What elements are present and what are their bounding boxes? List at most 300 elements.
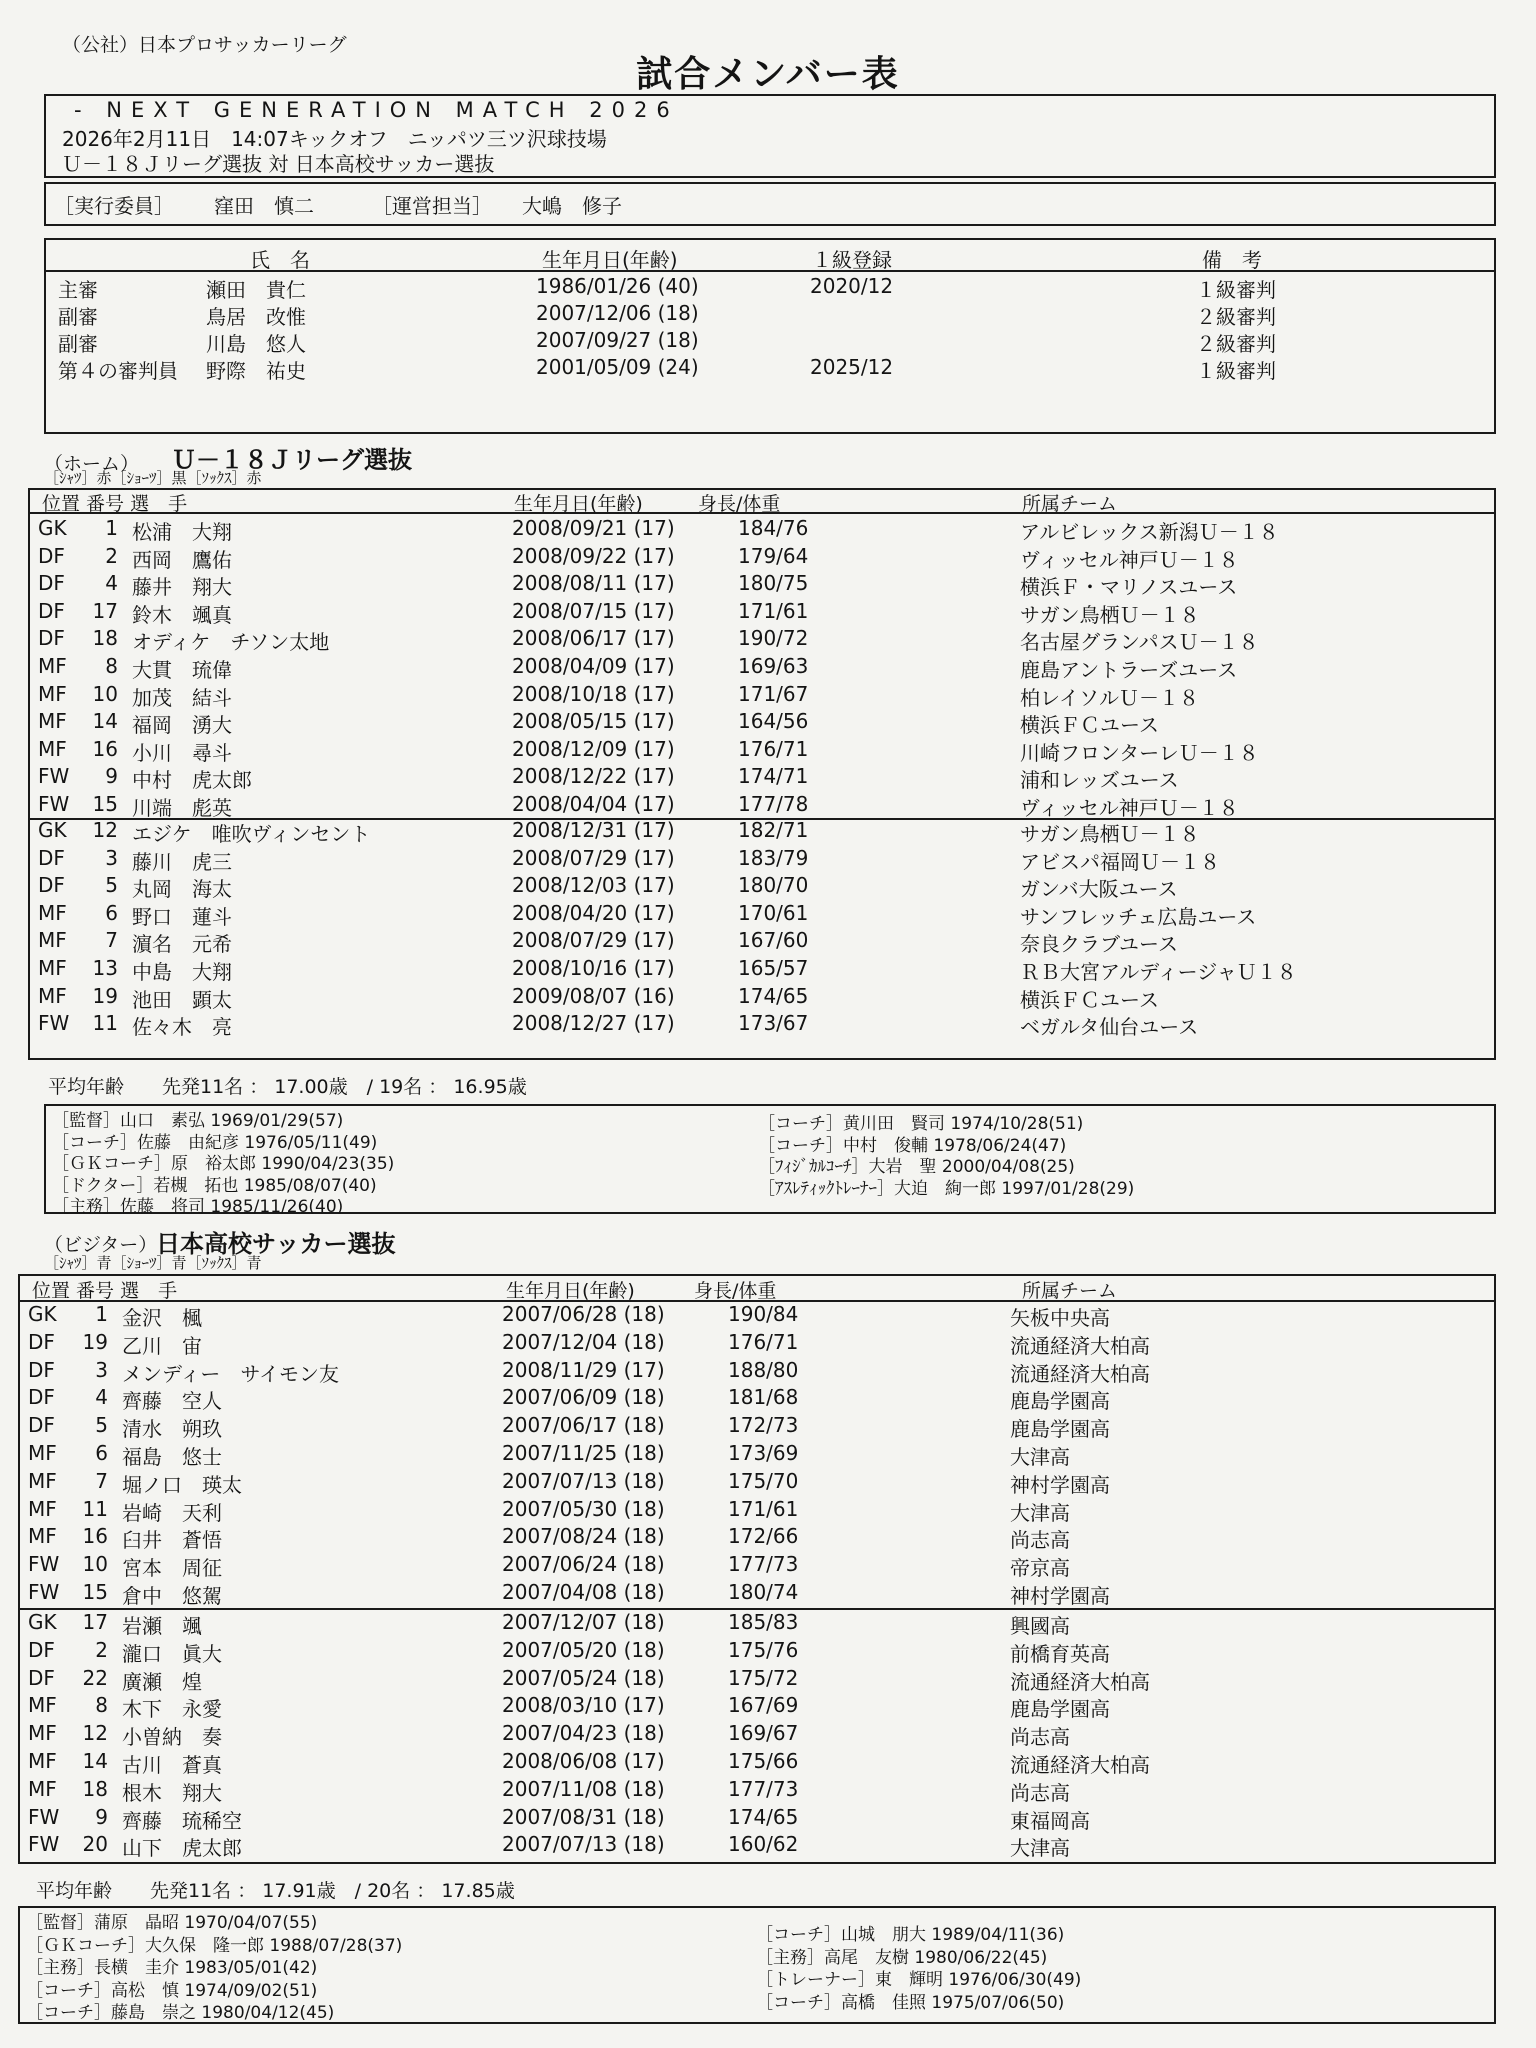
player-number: 18 [92, 626, 118, 651]
visitor-label: （ビジター） [44, 1234, 158, 1256]
player-dob: 2008/12/27 (17) [512, 1011, 675, 1036]
player-row [18, 1524, 1496, 1551]
referee-row [58, 274, 1498, 301]
referee-dob: 2007/12/06 (18) [536, 301, 699, 325]
player-club: 大津高 [1010, 1836, 1070, 1861]
player-position: FW [38, 764, 70, 789]
player-height-weight: 175/76 [728, 1637, 799, 1662]
player-row [18, 1497, 1496, 1524]
player-number: 10 [82, 1552, 108, 1577]
referee-role: 副審 [58, 305, 98, 329]
player-name: 乙川 宙 [122, 1333, 202, 1358]
player-position: FW [28, 1580, 60, 1604]
match-name: - NEXT GENERATION MATCH 2026 [74, 98, 679, 122]
player-row [18, 1413, 1496, 1440]
player-name: 濵名 元希 [132, 932, 232, 957]
player-club: 東福岡高 [1010, 1808, 1090, 1833]
player-row [28, 792, 1496, 819]
visitor-team-name: 日本高校サッカー選抜 [156, 1230, 396, 1258]
player-dob: 2008/05/15 (17) [512, 709, 675, 734]
player-height-weight: 180/70 [738, 873, 809, 898]
player-height-weight: 175/72 [728, 1665, 799, 1690]
player-number: 12 [92, 818, 118, 842]
staff-entry: ［コーチ］黄川田 賢司 1974/10/28(51) [758, 1114, 1084, 1134]
player-number: 12 [82, 1721, 108, 1746]
referee-dob: 1986/01/26 (40) [536, 274, 699, 298]
player-row [28, 626, 1496, 653]
player-dob: 2008/04/09 (17) [512, 654, 675, 678]
player-number: 7 [95, 1468, 108, 1493]
player-name: 大貫 琉偉 [132, 658, 232, 682]
player-dob: 2007/08/31 (18) [502, 1804, 665, 1829]
player-position: MF [28, 1721, 57, 1746]
player-club: 矢板中央高 [1010, 1306, 1110, 1330]
referee-row [58, 355, 1498, 382]
staff-entry: ［コーチ］中村 俊輔 1978/06/24(47) [758, 1135, 1067, 1156]
player-position: MF [38, 900, 67, 925]
player-name: 西岡 鷹佑 [132, 547, 232, 572]
player-position: MF [38, 956, 67, 980]
player-position: DF [38, 845, 65, 870]
player-number: 4 [105, 571, 118, 596]
home-header-posnum: 位置 番号 選 手 [42, 493, 188, 515]
player-position: MF [28, 1693, 57, 1718]
home-team-name: Ｕ－１８Ｊリーグ選抜 [172, 446, 412, 474]
player-club: サンフレッチェ広島ユース [1020, 904, 1257, 929]
player-club: 大津高 [1010, 1500, 1070, 1525]
player-height-weight: 176/71 [728, 1329, 799, 1354]
player-name: 瀧口 眞大 [122, 1641, 222, 1666]
player-club: 浦和レッズユース [1020, 768, 1179, 793]
player-club: 流通経済大柏高 [1010, 1753, 1150, 1777]
player-row [18, 1385, 1496, 1412]
player-dob: 2007/06/17 (18) [502, 1413, 665, 1438]
player-height-weight: 190/72 [738, 626, 809, 651]
referee-dob: 2001/05/09 (24) [536, 355, 699, 379]
player-dob: 2007/06/24 (18) [502, 1552, 665, 1577]
player-position: GK [28, 1302, 57, 1326]
player-club: 鹿島学園高 [1010, 1697, 1110, 1722]
player-number: 15 [82, 1580, 108, 1604]
player-position: MF [38, 983, 67, 1008]
player-height-weight: 177/73 [728, 1776, 799, 1801]
referee-level1: 2025/12 [810, 355, 894, 379]
player-dob: 2007/12/04 (18) [502, 1329, 665, 1354]
player-number: 3 [105, 845, 118, 870]
player-club: 鹿島学園高 [1010, 1389, 1110, 1414]
player-row [18, 1638, 1496, 1665]
ref-header-name: 氏 名 [250, 248, 310, 272]
ops-label: ［運営担当］ [372, 194, 492, 218]
player-name: 加茂 結斗 [132, 685, 232, 710]
player-dob: 2007/06/09 (18) [502, 1385, 665, 1410]
player-position: MF [28, 1776, 57, 1801]
staff-entry: ［コーチ］山城 朋大 1989/04/11(36) [756, 1925, 1065, 1945]
player-row [18, 1749, 1496, 1776]
visitor-kit: ［ｼｬﾂ］青［ｼｮｰﾂ］青［ｿｯｸｽ］青 [44, 1254, 262, 1272]
player-height-weight: 173/67 [738, 1011, 809, 1036]
player-position: GK [28, 1610, 57, 1634]
player-row [18, 1552, 1496, 1579]
referee-row [58, 301, 1498, 328]
player-row [18, 1469, 1496, 1496]
player-dob: 2008/04/04 (17) [512, 792, 675, 816]
player-club: 名古屋グランパスＵ－１８ [1020, 630, 1259, 655]
page-title: 試合メンバー表 [636, 54, 900, 95]
player-dob: 2007/07/13 (18) [502, 1832, 665, 1857]
player-position: FW [28, 1804, 60, 1829]
player-name: 福岡 湧大 [132, 713, 232, 738]
player-height-weight: 160/62 [728, 1832, 799, 1857]
player-name: メンディー サイモン友 [122, 1361, 339, 1386]
player-number: 5 [105, 873, 118, 898]
referee-notes: １級審判 [1196, 359, 1276, 383]
player-row [18, 1441, 1496, 1468]
referee-notes: ２級審判 [1196, 332, 1276, 356]
referee-notes: ２級審判 [1196, 305, 1276, 329]
player-height-weight: 188/80 [728, 1357, 799, 1382]
player-row [28, 764, 1496, 791]
player-name: 根木 翔大 [122, 1780, 222, 1805]
player-name: エジケ 唯吹ヴィンセント [132, 822, 371, 846]
player-number: 1 [95, 1302, 108, 1326]
player-club: サガン鳥栖Ｕ－１８ [1020, 602, 1200, 627]
player-number: 17 [82, 1610, 108, 1634]
player-club: サガン鳥栖Ｕ－１８ [1020, 822, 1200, 846]
player-dob: 2008/10/16 (17) [512, 956, 675, 980]
player-name: 川端 彪英 [132, 796, 232, 820]
player-name: 齊藤 琉稀空 [122, 1808, 242, 1833]
player-dob: 2007/12/07 (18) [502, 1610, 665, 1634]
player-name: 藤井 翔大 [132, 575, 232, 600]
staff-entry: ［主務］長横 圭介 1983/05/01(42) [26, 1958, 318, 1978]
player-height-weight: 164/56 [738, 709, 809, 734]
player-club: 尚志高 [1010, 1725, 1070, 1750]
referee-row [58, 328, 1498, 355]
referee-notes: １級審判 [1196, 278, 1276, 302]
player-club: 奈良クラブユース [1020, 932, 1178, 957]
player-number: 15 [92, 792, 118, 816]
player-club: 川崎フロンターレＵ－１８ [1020, 740, 1259, 765]
player-dob: 2007/11/25 (18) [502, 1441, 665, 1465]
player-number: 13 [92, 956, 118, 980]
staff-entry: ［監督］蒲原 晶昭 1970/04/07(55) [26, 1913, 318, 1933]
player-height-weight: 180/74 [728, 1580, 799, 1604]
player-name: 倉中 悠駕 [122, 1584, 222, 1608]
home-kit: ［ｼｬﾂ］赤［ｼｮｰﾂ］黒［ｿｯｸｽ］赤 [44, 469, 262, 487]
home-average-age: 平均年齢 先発11名 ： 17.00歳 / 19名 ： 16.95歳 [48, 1076, 527, 1098]
player-height-weight: 170/61 [738, 900, 809, 925]
player-name: 齊藤 空人 [122, 1389, 222, 1414]
player-number: 6 [95, 1441, 108, 1465]
player-position: MF [28, 1496, 57, 1521]
player-position: DF [38, 571, 65, 596]
player-height-weight: 174/65 [728, 1804, 799, 1829]
referee-name: 野際 祐史 [206, 359, 306, 383]
player-dob: 2008/09/21 (17) [512, 516, 675, 540]
player-number: 14 [82, 1749, 108, 1773]
referee-level1: 2020/12 [810, 274, 894, 298]
player-number: 16 [92, 736, 118, 761]
player-club: 尚志高 [1010, 1780, 1070, 1805]
player-height-weight: 174/71 [738, 764, 809, 789]
player-row [28, 737, 1496, 764]
staff-entry: ［監督］山口 素弘 1969/01/29(57) [52, 1111, 344, 1131]
referee-role: 副審 [58, 332, 98, 356]
ref-header-notes: 備 考 [1202, 248, 1262, 272]
player-row [18, 1610, 1496, 1637]
player-position: MF [38, 681, 67, 706]
player-row [28, 846, 1496, 873]
player-dob: 2008/12/03 (17) [512, 873, 675, 898]
player-club: 流通経済大柏高 [1010, 1669, 1150, 1694]
player-row [28, 682, 1496, 709]
player-row [18, 1580, 1496, 1607]
player-dob: 2008/10/18 (17) [512, 681, 675, 706]
player-name: 清水 朔玖 [122, 1417, 222, 1442]
player-height-weight: 183/79 [738, 845, 809, 870]
player-height-weight: 182/71 [738, 818, 809, 842]
player-club: ガンバ大阪ユース [1020, 877, 1178, 902]
ref-header-level1: １級登録 [812, 248, 892, 272]
player-position: DF [28, 1665, 55, 1690]
player-dob: 2008/12/31 (17) [512, 818, 675, 842]
staff-entry: ［ドクター］若槻 拓也 1985/08/07(40) [52, 1175, 377, 1196]
player-row [18, 1666, 1496, 1693]
player-name: 山下 虎太郎 [122, 1836, 242, 1861]
visitor-column-headers [18, 1276, 1496, 1300]
player-height-weight: 179/64 [738, 543, 809, 568]
player-name: 古川 蒼真 [122, 1753, 222, 1777]
player-height-weight: 181/68 [728, 1385, 799, 1410]
player-number: 9 [95, 1804, 108, 1829]
referee-name: 瀬田 貴仁 [206, 278, 306, 302]
player-height-weight: 171/67 [738, 681, 809, 706]
referee-role: 第４の審判員 [58, 359, 178, 383]
player-number: 7 [105, 928, 118, 953]
player-row [28, 928, 1496, 955]
player-height-weight: 169/63 [738, 654, 809, 678]
player-row [18, 1805, 1496, 1832]
player-name: 池田 顕太 [132, 987, 232, 1012]
player-club: 横浜Ｆ・マリノスユース [1020, 575, 1238, 600]
match-fixture: Ｕ－１８Ｊリーグ選抜 対 日本高校サッカー選抜 [62, 152, 495, 176]
home-header-team: 所属チーム [1022, 493, 1118, 515]
staff-entry: ［コーチ］藤島 崇之 1980/04/12(45) [26, 2003, 335, 2023]
player-name: 中島 大翔 [132, 960, 232, 984]
organization: （公社）日本プロサッカーリーグ [62, 34, 347, 56]
player-number: 2 [105, 543, 118, 568]
player-height-weight: 172/66 [728, 1524, 799, 1549]
player-club: 大津高 [1010, 1445, 1070, 1469]
visitor-header-dob: 生年月日(年齢) [506, 1280, 635, 1302]
player-position: DF [28, 1385, 55, 1410]
ops-name: 大嶋 修子 [522, 194, 622, 218]
exec-label: ［実行委員］ [54, 194, 174, 218]
player-name: 鈴木 颯真 [132, 602, 232, 627]
player-height-weight: 184/76 [738, 516, 809, 540]
player-number: 8 [105, 654, 118, 678]
player-height-weight: 172/73 [728, 1413, 799, 1438]
player-dob: 2007/05/20 (18) [502, 1637, 665, 1662]
player-dob: 2008/07/29 (17) [512, 845, 675, 870]
player-row [28, 984, 1496, 1011]
player-row [28, 544, 1496, 571]
player-position: DF [28, 1357, 55, 1382]
player-name: 中村 虎太郎 [132, 768, 252, 793]
player-dob: 2008/06/08 (17) [502, 1749, 665, 1773]
player-row [18, 1330, 1496, 1357]
player-height-weight: 185/83 [728, 1610, 799, 1634]
player-name: 佐々木 亮 [132, 1015, 232, 1040]
player-row [18, 1721, 1496, 1748]
player-dob: 2008/06/17 (17) [512, 626, 675, 651]
player-club: 神村学園高 [1010, 1584, 1110, 1608]
player-club: 流通経済大柏高 [1010, 1361, 1150, 1386]
referees-header [58, 244, 1498, 271]
staff-entry: ［主務］佐藤 将司 1985/11/26(40) [52, 1197, 344, 1217]
match-datetime-venue: 2026年2月11日 14:07キックオフ ニッパツ三ツ沢球技場 [62, 127, 607, 151]
player-number: 4 [95, 1385, 108, 1410]
player-number: 3 [95, 1357, 108, 1382]
player-name: 宮本 周征 [122, 1556, 222, 1581]
player-dob: 2008/07/29 (17) [512, 928, 675, 953]
player-dob: 2008/03/10 (17) [502, 1693, 665, 1718]
player-height-weight: 190/84 [728, 1302, 799, 1326]
player-row [28, 571, 1496, 598]
player-number: 2 [95, 1637, 108, 1662]
player-club: アビスパ福岡Ｕ－１８ [1020, 849, 1220, 874]
player-row [28, 709, 1496, 736]
player-dob: 2007/11/08 (18) [502, 1776, 665, 1801]
player-position: GK [38, 516, 67, 540]
staff-entry: ［ＧＫコーチ］大久保 隆一郎 1988/07/28(37) [26, 1935, 403, 1956]
player-dob: 2007/08/24 (18) [502, 1524, 665, 1549]
player-position: FW [28, 1832, 60, 1857]
player-position: DF [38, 543, 65, 568]
player-dob: 2007/05/30 (18) [502, 1496, 665, 1521]
player-dob: 2008/04/20 (17) [512, 900, 675, 925]
player-club: ヴィッセル神戸Ｕ－１８ [1020, 547, 1239, 572]
player-row [18, 1693, 1496, 1720]
player-club: 神村学園高 [1010, 1472, 1110, 1497]
player-position: GK [38, 818, 67, 842]
ref-header-dob: 生年月日(年齢) [542, 248, 678, 272]
player-name: 小曽納 奏 [122, 1725, 222, 1750]
player-club: 鹿島アントラーズユース [1020, 658, 1238, 682]
visitor-header-posnum: 位置 番号 選 手 [32, 1280, 178, 1302]
player-number: 19 [92, 983, 118, 1008]
player-row [28, 901, 1496, 928]
player-dob: 2007/04/08 (18) [502, 1580, 665, 1604]
player-height-weight: 167/60 [738, 928, 809, 953]
player-club: 前橋育英高 [1010, 1641, 1110, 1666]
player-position: FW [38, 792, 70, 816]
player-club: ＲＢ大宮アルディージャＵ１８ [1020, 960, 1297, 984]
player-dob: 2007/06/28 (18) [502, 1302, 665, 1326]
player-number: 11 [82, 1496, 108, 1521]
player-club: 柏レイソルＵ－１８ [1020, 685, 1199, 710]
player-row [28, 516, 1496, 543]
player-number: 11 [92, 1011, 118, 1036]
player-name: 木下 永愛 [122, 1697, 222, 1722]
player-dob: 2007/05/24 (18) [502, 1665, 665, 1690]
player-position: MF [38, 736, 67, 761]
player-number: 18 [82, 1776, 108, 1801]
player-row [28, 873, 1496, 900]
player-club: 鹿島学園高 [1010, 1417, 1110, 1442]
exec-name: 窪田 慎二 [214, 194, 314, 218]
staff-entry: ［コーチ］佐藤 由紀彦 1976/05/11(49) [52, 1132, 378, 1153]
visitor-header-body: 身長/体重 [694, 1280, 777, 1302]
staff-entry: ［主務］高尾 友樹 1980/06/22(45) [756, 1947, 1048, 1968]
referee-dob: 2007/09/27 (18) [536, 328, 699, 352]
referee-name: 川島 悠人 [206, 332, 306, 356]
home-header-dob: 生年月日(年齢) [514, 493, 643, 515]
player-number: 1 [105, 516, 118, 540]
player-row [28, 956, 1496, 983]
player-row [28, 818, 1496, 845]
player-name: 金沢 楓 [122, 1306, 202, 1330]
player-position: MF [28, 1749, 57, 1773]
player-number: 17 [92, 598, 118, 623]
player-position: MF [38, 709, 67, 734]
player-name: 小川 尋斗 [132, 740, 232, 765]
visitor-header-team: 所属チーム [1022, 1280, 1118, 1302]
player-dob: 2008/12/22 (17) [512, 764, 675, 789]
player-position: DF [28, 1413, 55, 1438]
visitor-average-age: 平均年齢 先発11名 ： 17.91歳 / 20名 ： 17.85歳 [36, 1880, 515, 1902]
player-position: DF [28, 1329, 55, 1354]
player-height-weight: 175/66 [728, 1749, 799, 1773]
player-number: 9 [105, 764, 118, 789]
player-club: アルビレックス新潟Ｕ－１８ [1020, 520, 1279, 544]
player-dob: 2008/12/09 (17) [512, 736, 675, 761]
player-name: 廣瀬 煌 [122, 1669, 202, 1694]
player-height-weight: 175/70 [728, 1468, 799, 1493]
player-number: 6 [105, 900, 118, 925]
player-name: 丸岡 海太 [132, 877, 232, 902]
player-position: DF [38, 873, 65, 898]
staff-entry: ［コーチ］高松 慎 1974/09/02(51) [26, 1980, 318, 2001]
player-position: MF [38, 928, 67, 953]
player-position: DF [38, 598, 65, 623]
player-row [18, 1777, 1496, 1804]
player-name: 堀ノ口 瑛太 [122, 1472, 242, 1497]
player-name: オディケ チソン太地 [132, 630, 330, 655]
player-dob: 2008/07/15 (17) [512, 598, 675, 623]
player-position: DF [28, 1637, 55, 1662]
player-number: 8 [95, 1693, 108, 1718]
player-name: 臼井 蒼悟 [122, 1528, 222, 1553]
player-row [18, 1302, 1496, 1329]
player-dob: 2008/08/11 (17) [512, 571, 675, 596]
player-position: MF [28, 1524, 57, 1549]
player-number: 19 [82, 1329, 108, 1354]
player-number: 16 [82, 1524, 108, 1549]
player-name: 松浦 大翔 [132, 520, 232, 544]
player-number: 14 [92, 709, 118, 734]
staff-entry: ［ｱｽﾚﾃｨｯｸﾄﾚｰﾅｰ］大迫 絢一郎 1997/01/28(29) [758, 1178, 1135, 1199]
player-dob: 2009/08/07 (16) [512, 983, 675, 1008]
player-height-weight: 173/69 [728, 1441, 799, 1465]
player-height-weight: 169/67 [728, 1721, 799, 1746]
player-name: 岩崎 天利 [122, 1500, 222, 1525]
player-position: DF [38, 626, 65, 651]
player-height-weight: 176/71 [738, 736, 809, 761]
home-header-body: 身長/体重 [698, 493, 781, 515]
player-number: 22 [82, 1665, 108, 1690]
